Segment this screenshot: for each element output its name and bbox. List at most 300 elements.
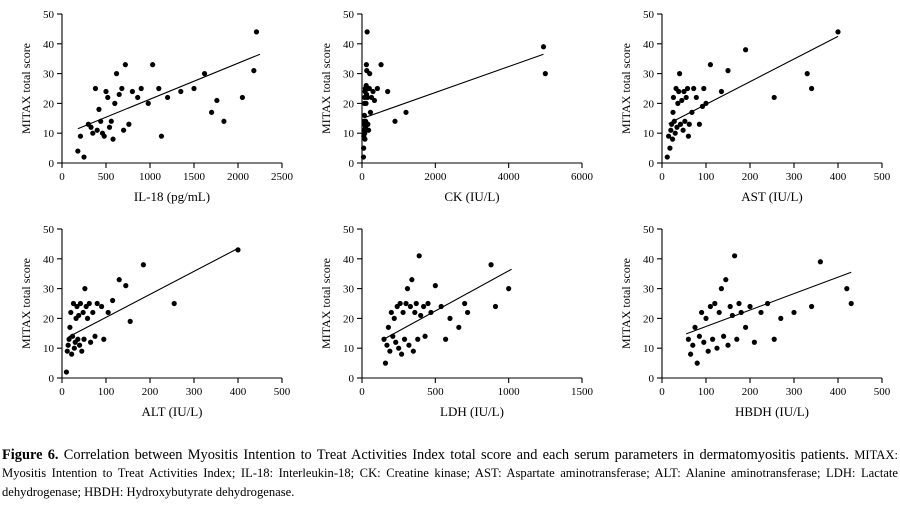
y-tick-label: 10 — [343, 343, 354, 356]
y-tick-label: 40 — [343, 38, 354, 51]
x-tick-label: 1500 — [571, 386, 593, 398]
data-point — [389, 310, 394, 315]
data-point — [387, 349, 392, 354]
data-point — [235, 247, 240, 252]
x-tick-label: 0 — [59, 171, 65, 183]
data-point — [370, 89, 375, 94]
x-tick-label: 0 — [359, 171, 365, 183]
scatter-panel-ldh — [300, 215, 600, 430]
y-tick-label: 10 — [43, 343, 54, 356]
x-tick-label: 300 — [185, 386, 203, 398]
y-tick-label: 0 — [648, 373, 654, 385]
data-point — [719, 286, 724, 291]
data-point — [362, 137, 367, 142]
data-point — [172, 301, 177, 306]
data-point — [85, 316, 90, 321]
data-point — [98, 119, 103, 124]
data-point — [79, 349, 84, 354]
data-point — [678, 122, 683, 127]
data-point — [130, 89, 135, 94]
data-point — [686, 134, 691, 139]
data-point — [363, 101, 368, 106]
data-point — [109, 119, 114, 124]
data-point — [135, 95, 140, 100]
data-point — [428, 310, 433, 315]
data-point — [146, 101, 151, 106]
data-point — [772, 337, 777, 342]
y-tick-label: 50 — [643, 9, 654, 21]
data-point — [69, 352, 74, 357]
data-point — [402, 337, 407, 342]
data-point — [409, 277, 414, 282]
data-point — [101, 337, 106, 342]
data-point — [758, 310, 763, 315]
x-tick-label: 2500 — [271, 171, 293, 183]
data-point — [75, 148, 80, 153]
data-point — [736, 301, 741, 306]
data-point — [214, 98, 219, 103]
data-point — [412, 310, 417, 315]
data-point — [178, 89, 183, 94]
y-axis-title: MITAX total score — [319, 257, 333, 350]
y-tick-label: 50 — [643, 224, 654, 236]
data-point — [110, 298, 115, 303]
data-point — [70, 334, 75, 339]
data-point — [685, 86, 690, 91]
data-point — [668, 128, 673, 133]
y-tick-label: 20 — [643, 98, 654, 111]
data-point — [506, 286, 511, 291]
x-tick-label: 500 — [873, 386, 891, 398]
data-point — [805, 71, 810, 76]
data-point — [81, 310, 86, 315]
data-point — [66, 343, 71, 348]
data-point — [488, 262, 493, 267]
data-point — [396, 346, 401, 351]
y-tick-label: 0 — [348, 158, 354, 170]
data-point — [367, 71, 372, 76]
data-point — [778, 316, 783, 321]
trend-line — [69, 248, 238, 337]
x-axis-title: ALT (IU/L) — [141, 404, 203, 419]
data-point — [701, 86, 706, 91]
y-tick-label: 0 — [648, 158, 654, 170]
x-tick-label: 500 — [427, 386, 444, 398]
data-point — [87, 301, 92, 306]
data-point — [106, 310, 111, 315]
y-tick-label: 10 — [643, 343, 654, 356]
data-point — [156, 86, 161, 91]
scatter-panel-hbdh — [600, 215, 900, 430]
x-axis-title: CK (IU/L) — [444, 189, 500, 204]
scatter-plot — [0, 215, 300, 430]
x-tick-label: 2000 — [227, 171, 249, 183]
data-point — [425, 301, 430, 306]
data-point — [221, 119, 226, 124]
figure-title: Correlation between Myositis Intention to Treat Activities Index total score and each serum parameters in dermatomyositis patients. — [58, 447, 855, 463]
x-tick-label: 200 — [741, 386, 759, 398]
data-point — [728, 304, 733, 309]
data-point — [739, 310, 744, 315]
data-point — [809, 304, 814, 309]
data-point — [398, 301, 403, 306]
data-point — [381, 337, 386, 342]
scatter-panel-il18 — [0, 0, 300, 215]
data-point — [123, 62, 128, 67]
data-point — [405, 286, 410, 291]
data-point — [447, 316, 452, 321]
data-point — [399, 352, 404, 357]
data-point — [493, 304, 498, 309]
data-point — [386, 325, 391, 330]
y-tick-label: 30 — [343, 68, 354, 81]
data-point — [254, 29, 259, 34]
data-point — [72, 346, 77, 351]
y-tick-label: 40 — [343, 253, 354, 266]
data-point — [443, 337, 448, 342]
y-tick-label: 20 — [643, 313, 654, 326]
x-axis-title: IL-18 (pg/mL) — [133, 189, 211, 204]
x-tick-label: 100 — [697, 171, 715, 183]
y-tick-label: 0 — [348, 373, 354, 385]
data-point — [78, 134, 83, 139]
data-point — [703, 316, 708, 321]
y-tick-label: 30 — [643, 283, 654, 296]
data-point — [99, 304, 104, 309]
data-point — [95, 128, 100, 133]
data-point — [365, 122, 370, 127]
data-point — [82, 286, 87, 291]
scatter-panel-ck — [300, 0, 600, 215]
data-point — [112, 101, 117, 106]
data-point — [81, 337, 86, 342]
x-tick-label: 200 — [741, 171, 759, 183]
y-tick-label: 40 — [643, 38, 654, 51]
data-point — [697, 334, 702, 339]
y-tick-label: 50 — [43, 224, 54, 236]
data-point — [701, 340, 706, 345]
data-point — [392, 316, 397, 321]
data-point — [712, 301, 717, 306]
x-tick-label: 100 — [697, 386, 715, 398]
data-point — [710, 337, 715, 342]
data-point — [417, 253, 422, 258]
data-point — [671, 95, 676, 100]
scatter-plot — [300, 0, 600, 215]
data-point — [403, 301, 408, 306]
data-point — [117, 277, 122, 282]
data-point — [688, 352, 693, 357]
data-point — [77, 343, 82, 348]
x-tick-label: 200 — [141, 386, 159, 398]
data-point — [743, 47, 748, 52]
data-point — [465, 310, 470, 315]
data-point — [364, 62, 369, 67]
data-point — [95, 301, 100, 306]
data-point — [96, 107, 101, 112]
x-tick-label: 4000 — [497, 171, 520, 183]
data-point — [362, 113, 367, 118]
data-point — [165, 95, 170, 100]
data-point — [385, 89, 390, 94]
data-point — [126, 122, 131, 127]
data-point — [209, 110, 214, 115]
data-point — [679, 98, 684, 103]
y-tick-label: 50 — [43, 9, 54, 21]
y-tick-label: 40 — [43, 38, 54, 51]
data-point — [141, 262, 146, 267]
data-point — [81, 154, 86, 159]
data-point — [392, 119, 397, 124]
data-point — [421, 304, 426, 309]
x-tick-label: 500 — [273, 386, 291, 398]
data-point — [699, 310, 704, 315]
data-point — [695, 361, 700, 366]
data-point — [191, 86, 196, 91]
data-point — [121, 128, 126, 133]
x-tick-label: 0 — [659, 171, 665, 183]
figure-caption — [2, 446, 898, 501]
data-point — [403, 110, 408, 115]
data-point — [93, 86, 98, 91]
figure-label: Figure 6. — [2, 447, 59, 463]
data-point — [88, 125, 93, 130]
data-point — [76, 313, 81, 318]
data-point — [734, 337, 739, 342]
y-tick-label: 20 — [343, 313, 354, 326]
x-tick-label: 300 — [785, 171, 803, 183]
data-point — [670, 137, 675, 142]
data-point — [667, 146, 672, 151]
scatter-plot — [600, 0, 900, 215]
data-point — [844, 286, 849, 291]
data-point — [240, 95, 245, 100]
axis-lines — [362, 229, 582, 378]
data-point — [717, 310, 722, 315]
x-axis-title: LDH (IU/L) — [440, 404, 504, 419]
data-point — [681, 128, 686, 133]
x-tick-label: 0 — [359, 386, 365, 398]
y-tick-label: 20 — [43, 98, 54, 111]
data-point — [202, 71, 207, 76]
data-point — [689, 110, 694, 115]
data-point — [361, 146, 366, 151]
data-point — [708, 62, 713, 67]
y-axis-title: MITAX total score — [319, 42, 333, 135]
x-tick-label: 300 — [785, 386, 803, 398]
data-point — [725, 68, 730, 73]
data-point — [68, 310, 73, 315]
data-point — [706, 349, 711, 354]
data-point — [65, 349, 70, 354]
scatter-plot — [600, 215, 900, 430]
y-axis-title: MITAX total score — [19, 257, 33, 350]
y-tick-label: 20 — [43, 313, 54, 326]
scatter-plot — [0, 0, 300, 215]
data-point — [697, 122, 702, 127]
y-tick-label: 40 — [43, 253, 54, 266]
x-tick-label: 500 — [873, 171, 891, 183]
data-point — [670, 110, 675, 115]
data-point — [723, 277, 728, 282]
data-point — [411, 349, 416, 354]
x-tick-label: 1000 — [497, 386, 520, 398]
figure-abbreviations: MITAX: Myositis Intention to Treat Activities Index; IL-18: Interleukin-18; CK: Creatine kinase; AST: Aspartate aminotransferase; ALT: Alanine aminotransferase; LDH: Lactate dehydrogenase; HBDH: Hydroxybutyrate dehydrogenase. — [2, 448, 898, 499]
y-tick-label: 50 — [343, 9, 354, 21]
data-point — [414, 301, 419, 306]
data-point — [400, 310, 405, 315]
data-point — [692, 325, 697, 330]
data-point — [719, 89, 724, 94]
data-point — [725, 343, 730, 348]
data-point — [408, 304, 413, 309]
y-tick-label: 10 — [643, 128, 654, 141]
data-point — [418, 313, 423, 318]
data-point — [721, 334, 726, 339]
data-point — [682, 119, 687, 124]
y-tick-label: 0 — [48, 158, 54, 170]
data-point — [673, 131, 678, 136]
data-point — [128, 319, 133, 324]
data-point — [703, 101, 708, 106]
x-tick-label: 400 — [229, 386, 247, 398]
scatter-plot — [300, 215, 600, 430]
y-tick-label: 10 — [43, 128, 54, 141]
y-tick-label: 30 — [43, 283, 54, 296]
data-point — [835, 29, 840, 34]
x-tick-label: 0 — [59, 386, 65, 398]
data-point — [708, 304, 713, 309]
data-point — [64, 369, 69, 374]
data-point — [849, 301, 854, 306]
data-point — [383, 361, 388, 366]
data-point — [772, 95, 777, 100]
trend-line — [669, 36, 838, 123]
y-axis-title: MITAX total score — [619, 42, 633, 135]
data-point — [687, 122, 692, 127]
x-tick-label: 100 — [97, 386, 115, 398]
data-point — [384, 343, 389, 348]
data-point — [809, 86, 814, 91]
data-point — [378, 62, 383, 67]
scatter-panel-ast — [600, 0, 900, 215]
data-point — [107, 125, 112, 130]
data-point — [677, 71, 682, 76]
data-point — [747, 304, 752, 309]
trend-line — [364, 54, 543, 117]
data-point — [366, 128, 371, 133]
data-point — [672, 119, 677, 124]
data-point — [92, 334, 97, 339]
data-point — [105, 95, 110, 100]
y-tick-label: 0 — [48, 373, 54, 385]
data-point — [102, 134, 107, 139]
scatter-panel-alt — [0, 215, 300, 430]
data-point — [251, 68, 256, 73]
data-point — [694, 95, 699, 100]
data-point — [90, 310, 95, 315]
data-point — [686, 337, 691, 342]
data-point — [372, 98, 377, 103]
data-point — [75, 337, 80, 342]
y-axis-title: MITAX total score — [619, 257, 633, 350]
data-point — [422, 334, 427, 339]
data-point — [159, 134, 164, 139]
axis-lines — [362, 14, 582, 163]
data-point — [123, 283, 128, 288]
data-point — [462, 301, 467, 306]
data-point — [676, 89, 681, 94]
data-point — [67, 325, 72, 330]
data-point — [78, 301, 83, 306]
x-tick-label: 6000 — [571, 171, 593, 183]
data-point — [818, 259, 823, 264]
data-point — [110, 137, 115, 142]
x-tick-label: 400 — [829, 171, 847, 183]
data-point — [433, 283, 438, 288]
y-tick-label: 30 — [43, 68, 54, 81]
data-point — [791, 310, 796, 315]
data-point — [752, 340, 757, 345]
data-point — [439, 304, 444, 309]
y-tick-label: 30 — [343, 283, 354, 296]
y-tick-label: 40 — [643, 253, 654, 266]
y-tick-label: 20 — [343, 98, 354, 111]
data-point — [361, 154, 366, 159]
data-point — [714, 346, 719, 351]
x-tick-label: 2000 — [424, 171, 447, 183]
x-tick-label: 1500 — [183, 171, 205, 183]
x-axis-title: AST (IU/L) — [741, 189, 803, 204]
data-point — [415, 337, 420, 342]
data-point — [117, 92, 122, 97]
data-point — [90, 131, 95, 136]
data-point — [691, 86, 696, 91]
y-tick-label: 30 — [643, 68, 654, 81]
data-point — [406, 343, 411, 348]
data-point — [88, 340, 93, 345]
y-axis-title: MITAX total score — [19, 42, 33, 135]
x-tick-label: 500 — [97, 171, 115, 183]
data-point — [365, 29, 370, 34]
y-tick-label: 50 — [343, 224, 354, 236]
data-point — [690, 343, 695, 348]
data-point — [665, 154, 670, 159]
data-point — [541, 44, 546, 49]
data-point — [456, 325, 461, 330]
data-point — [150, 62, 155, 67]
data-point — [743, 325, 748, 330]
data-point — [375, 86, 380, 91]
x-tick-label: 0 — [659, 386, 665, 398]
x-axis-title: HBDH (IU/L) — [734, 404, 810, 419]
data-point — [368, 110, 373, 115]
data-point — [114, 71, 119, 76]
x-tick-label: 1000 — [139, 171, 161, 183]
data-point — [139, 86, 144, 91]
data-point — [684, 95, 689, 100]
data-point — [119, 86, 124, 91]
data-point — [103, 89, 108, 94]
data-point — [393, 340, 398, 345]
y-tick-label: 10 — [343, 128, 354, 141]
data-point — [765, 301, 770, 306]
data-point — [732, 253, 737, 258]
data-point — [390, 334, 395, 339]
data-point — [543, 71, 548, 76]
x-tick-label: 400 — [829, 386, 847, 398]
data-point — [730, 313, 735, 318]
